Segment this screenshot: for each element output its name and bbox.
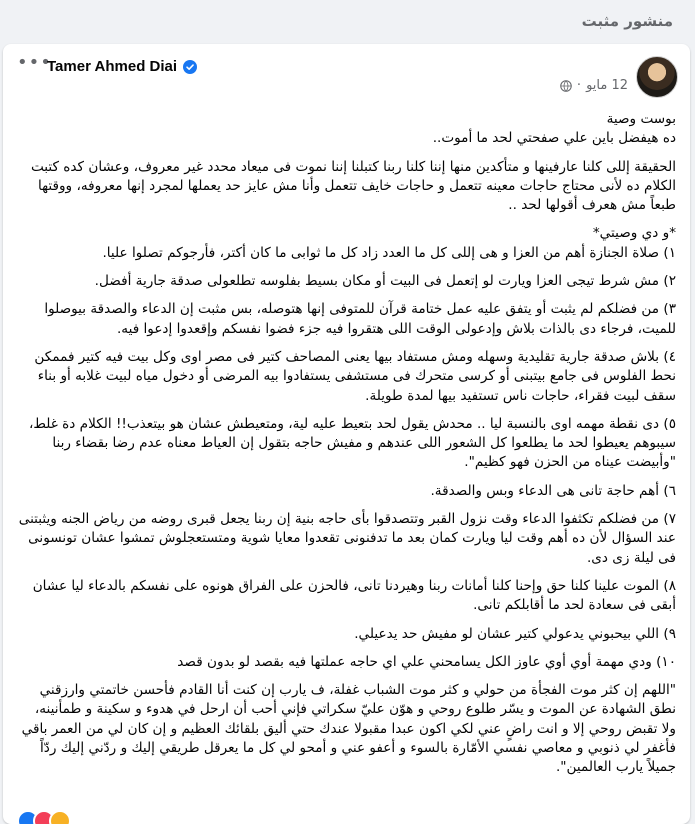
- post-line: ١) صلاة الجنازة أهم من العزا و هى إللى كل ما العدد زاد كل ما ثوابى ما كان أكتر، فأرجوكم تصلوا عليا.: [102, 244, 676, 261]
- post-line: بوست وصية: [606, 111, 676, 127]
- post-line: ٢) مش شرط تيجى العزا ويارت لو إتعمل فى البيت أو مكان بسيط بفلوسه تطلعولى صدقة جارية أفضل.: [94, 273, 676, 290]
- more-options-icon[interactable]: •••: [17, 52, 52, 73]
- reactions-summary[interactable]: [17, 810, 65, 824]
- globe-icon: [560, 80, 572, 92]
- post-line: ٤) بلاش صدقة جارية تقليدية وسهله ومش مستفاد بيها يعنى المصاحف كتير فى مصر اوى وكل بيت فيه كتير فممكن نحط الفلوس فى جامع بيتبنى أو كرسى متحرك فى مستشفى يستفادوا بيه المرضى أو دخول مياه لبيت غلابه أو بناء سقف لبيت فقراء، حاجات ناس تستفيد بيها لمدة طويلة.: [34, 348, 676, 404]
- post-line: ١٠) ودي مهمة أوي أوي عاوز الكل يسامحني علي اي حاجه عملتها فيه بقصد لو بدون قصد: [177, 653, 676, 670]
- care-reaction-icon: [49, 810, 71, 824]
- verified-badge-icon: [183, 60, 197, 74]
- post-line: "اللهم إن كثر موت الفجأة من حولي و كثر موت الشباب غفلة، ف يارب إن كنت أنا القادم فأحسن خاتمتي وارزقني نطق الشهادة عن الموت و يسّر طلوع روحي و هوّن عليّ سكراتي فإني أحب أن ارحل في هدوء و سكينة و طمأنينه، ولا تقبض روحي إلا و انت راضٍ عني لكي اكون عبدا مقبولا عندك حتي أليق بلقائك العظيم و إن كان لي من العمر باقي فأغفر لي ذنوبي و معاصي نفسي الأمّارة بالسوء و أعفو عني و أمحو لي كل ما يعرقل طريقي إليك و ردّني إليك ردّاً جميلاً يارب العالمين".: [21, 682, 676, 776]
- pinned-post-section-title: منشور مثبت: [581, 12, 673, 30]
- post-line: ٦) أهم حاجة تانى هى الدعاء وبس والصدقة.: [430, 482, 676, 499]
- post-line: ده هيفضل باين علي صفحتي لحد ما أموت..: [432, 130, 676, 147]
- post-line: ٣) من فضلكم لم يثبت أو يتفق عليه عمل ختامة قرآن للمتوفى إنها هتوصله، بس مثبت إن الدعاء والصدقة بيوصلوا للميت، فرجاء دى بالذات بلاش وإدعولى الوقت اللى هتقروا فيه جزء فضوا نفسكم وإقعدوا إدعوا فيه.: [44, 301, 676, 337]
- post-line: ٧) من فضلكم تكثفوا الدعاء وقت نزول القبر وتتصدقوا بأى حاجه بنية إن ربنا يجعل قبرى روضه من رياض الجنه ويثبتنى عند السؤال لأن ده أهم وقت ليا ويارت كمان بعد ما تدفنونى تقعدوا معايا شوية ومتستعجلوش تمشوا عشان تونسونى فى ليلة زى دى.: [18, 511, 676, 566]
- avatar[interactable]: [636, 56, 678, 98]
- author-name[interactable]: Tamer Ahmed Diai: [47, 58, 178, 75]
- post-meta: [560, 78, 628, 93]
- meta-separator: ·: [576, 78, 582, 93]
- post-line: ٩) اللي بيحبوني يدعولي كتير عشان لو مفيش حد يدعيلي.: [354, 625, 676, 642]
- post-body: [17, 110, 676, 787]
- post-line: ٨) الموت علينا كلنا حق وإحنا كلنا أمانات ربنا وهيردنا تانى، فالحزن على الفراق هونوه على نفسكم بالدعاء ليا عشان أبقى فى سعادة لحد ما أقابلكم تانى.: [32, 577, 676, 614]
- post-card: [3, 44, 690, 824]
- author-row: [47, 58, 197, 75]
- post-date[interactable]: 12 مايو: [586, 78, 628, 93]
- post-line: *و دي وصيتي*: [592, 225, 676, 242]
- post-line: ٥) دى نقطة مهمه اوى بالنسبة ليا .. محدش يقول لحد بتعيط عليه لية، ومتعيطش عشان هو بيتعذب!! الكلام دة غلط، سيبوهم يعيطوا لحد ما يطلعوا كل الشعور اللى عندهم و مفيش حاجه بتقول إن العياط معناه عدم رضا بقضاء ربنا "وأبيضت عيناه من الحزن فهو كظيم".: [28, 415, 676, 471]
- post-line: الحقيقة إللى كلنا عارفينها و متأكدين منها إننا كلنا ربنا كتبلنا إننا نموت فى ميعاد محدد غير معروف، وعشان كده كتبت الكلام ده لأنى محتاج حاجات معينه تتعمل و حاجات خايف تتعمل وأنا مش عايز حد يعملها لمجرد إنها معروفه، ووقتها طبعاً مش هعرف أقولها لحد ..: [30, 158, 676, 214]
